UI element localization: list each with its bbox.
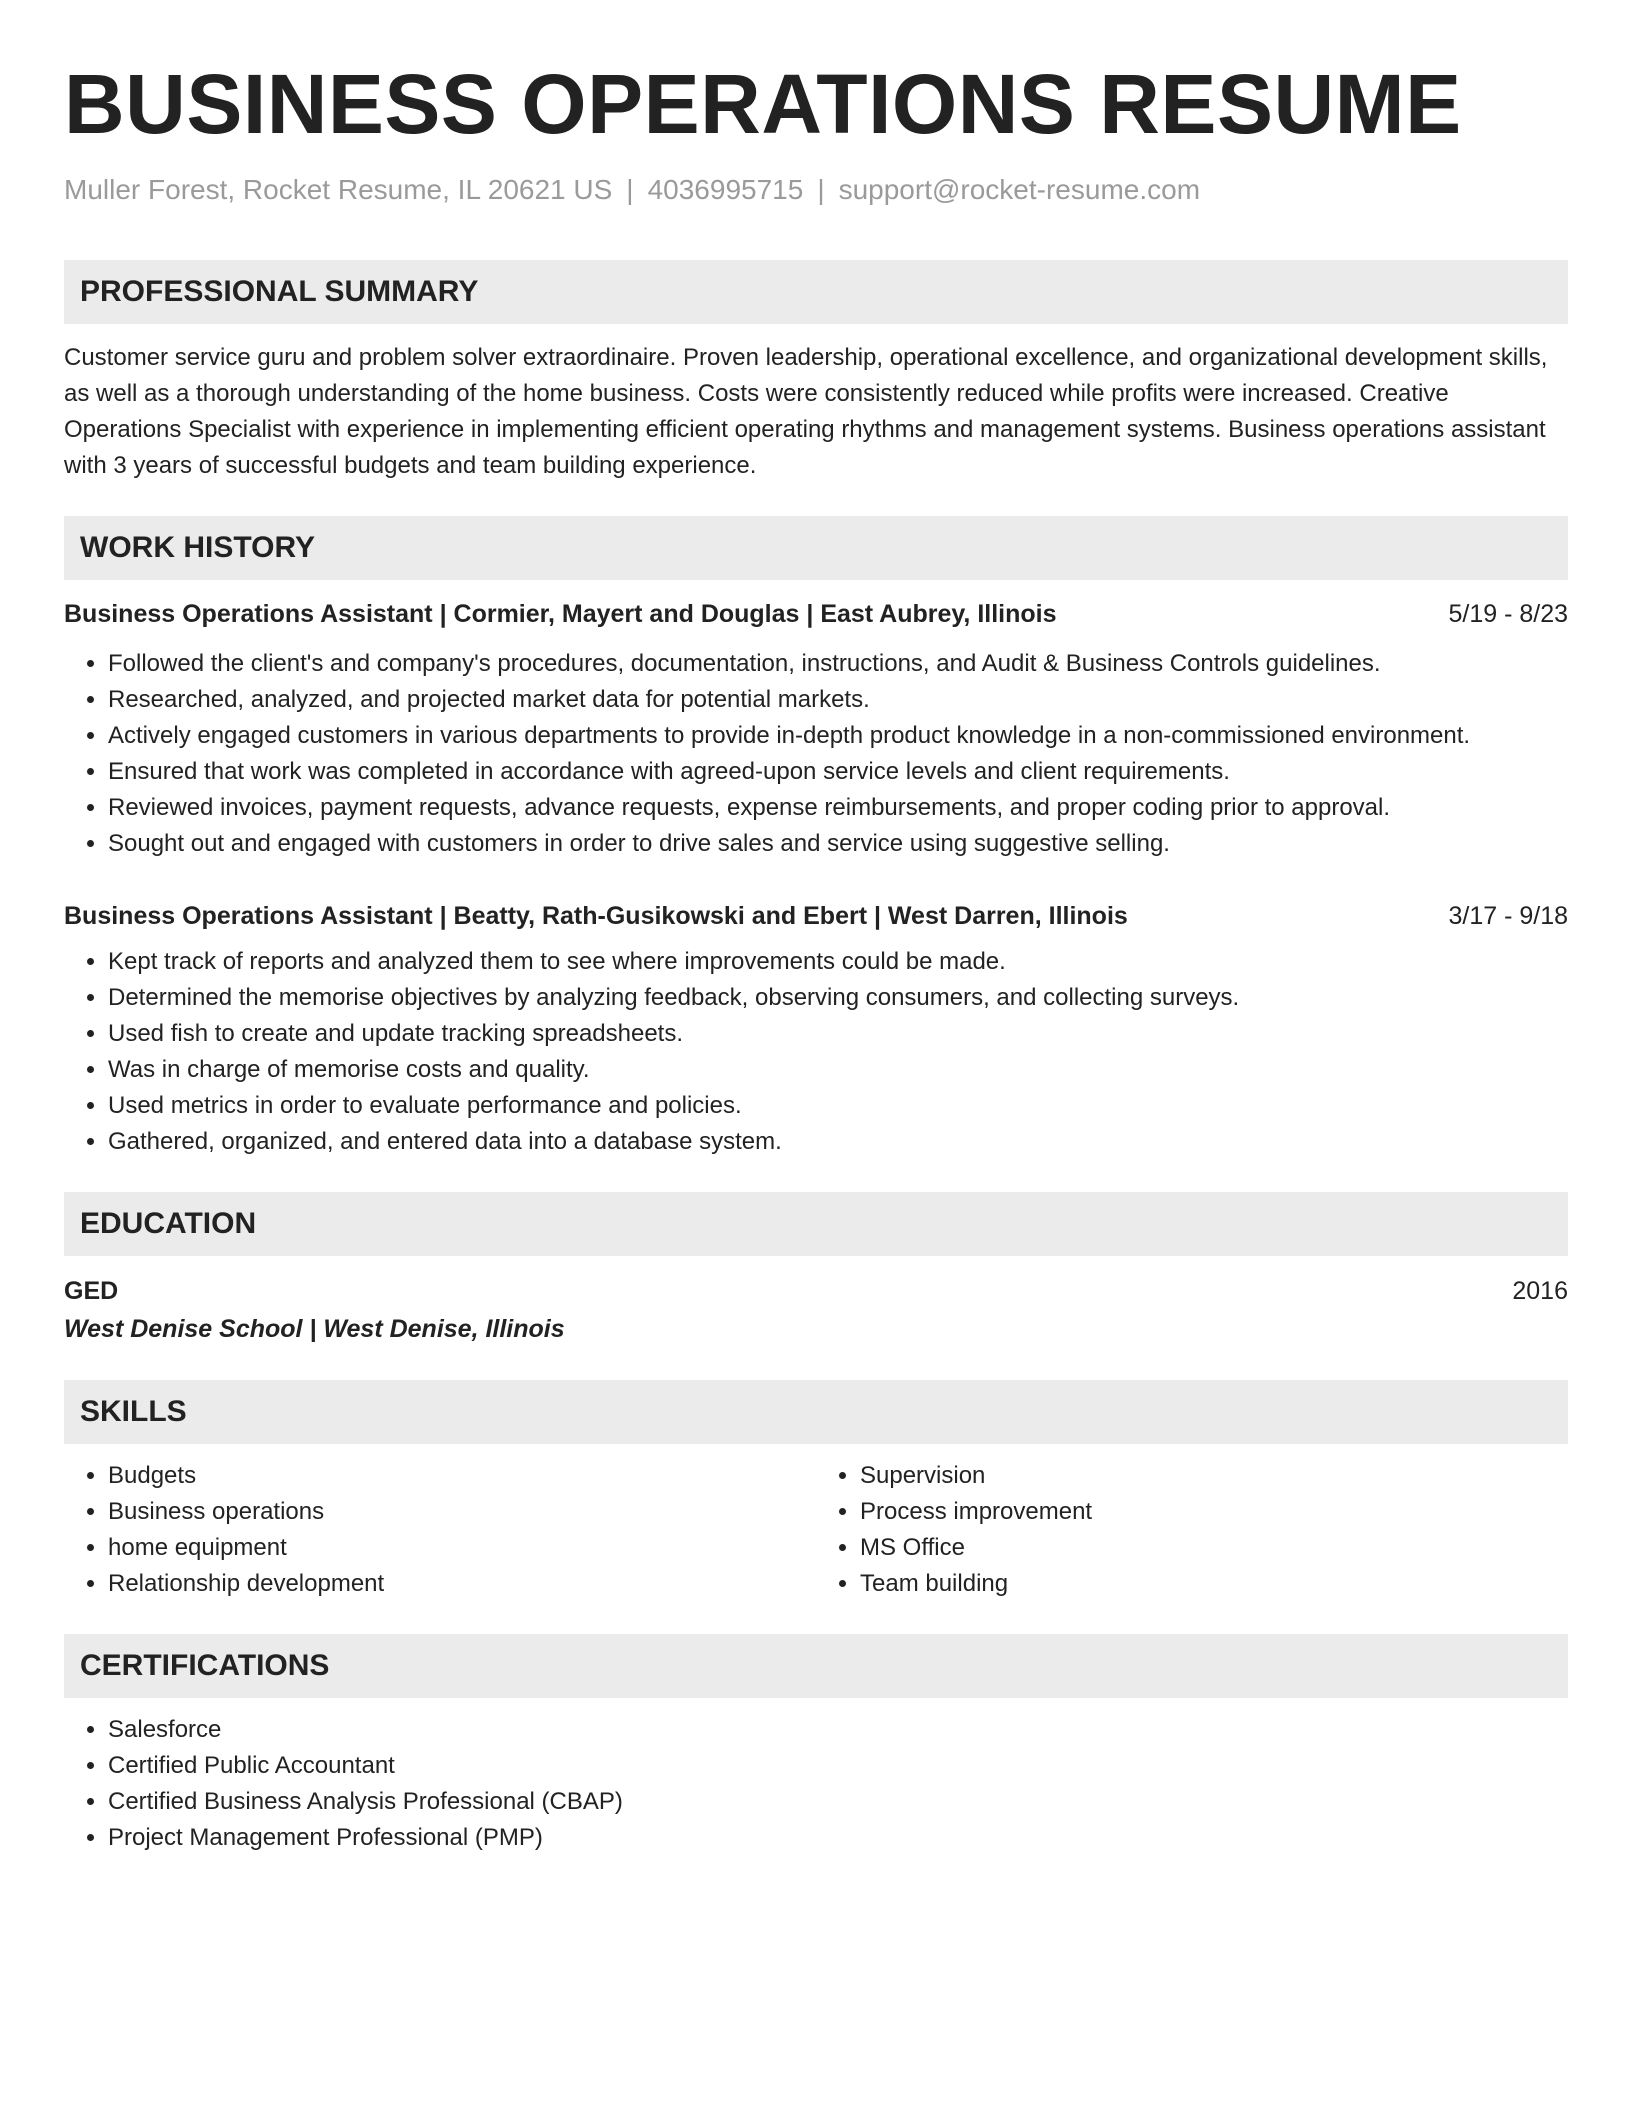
- contact-separator: |: [817, 174, 825, 205]
- job-bullets: [64, 646, 1568, 862]
- resume-title: BUSINESS OPERATIONS RESUME: [64, 57, 1462, 151]
- certification-item: • Certified Public Accountant: [108, 1748, 1568, 1784]
- job-bullets: [64, 944, 1568, 1160]
- education-school: West Denise School | West Denise, Illinois: [64, 1315, 565, 1343]
- section-heading-skills: SKILLS: [64, 1380, 1568, 1444]
- education-row: [64, 1272, 1568, 1310]
- job-header: [64, 596, 1568, 632]
- contact-email: support@rocket-resume.com: [838, 174, 1201, 205]
- job-bullet: • Used metrics in order to evaluate performance and policies.: [108, 1088, 1568, 1124]
- job-title: Business Operations Assistant | Beatty, Rath-Gusikowski and Ebert | West Darren, Illinois: [64, 902, 1128, 930]
- job-bullet: • Used fish to create and update tracking spreadsheets.: [108, 1016, 1568, 1052]
- job-bullet: • Followed the client's and company's procedures, documentation, instructions, and Audit & Business Controls guidelines.: [108, 646, 1568, 682]
- skill-item: • Supervision: [860, 1458, 1568, 1494]
- skill-item: • Business operations: [108, 1494, 816, 1530]
- job-bullet: • Ensured that work was completed in accordance with agreed-upon service levels and client requirements.: [108, 754, 1568, 790]
- job-title: Business Operations Assistant | Cormier, Mayert and Douglas | East Aubrey, Illinois: [64, 600, 1057, 628]
- certification-item: • Salesforce: [108, 1712, 1568, 1748]
- job-bullet: • Was in charge of memorise costs and quality.: [108, 1052, 1568, 1088]
- certification-item: • Project Management Professional (PMP): [108, 1820, 1568, 1856]
- skill-item: • Budgets: [108, 1458, 816, 1494]
- skill-item: • home equipment: [108, 1530, 816, 1566]
- contact-line: [64, 172, 1568, 208]
- job-bullet: • Sought out and engaged with customers in order to drive sales and service using suggestive selling.: [108, 826, 1568, 862]
- job-bullet: • Kept track of reports and analyzed them to see where improvements could be made.: [108, 944, 1568, 980]
- skills-column-right: [816, 1458, 1568, 1602]
- skills-column-left: [64, 1458, 816, 1602]
- contact-address: Muller Forest, Rocket Resume, IL 20621 US: [64, 174, 613, 205]
- job-bullet: • Researched, analyzed, and projected market data for potential markets.: [108, 682, 1568, 718]
- job-bullet: • Gathered, organized, and entered data into a database system.: [108, 1124, 1568, 1160]
- job-bullet: • Determined the memorise objectives by analyzing feedback, observing consumers, and collecting surveys.: [108, 980, 1568, 1016]
- contact-separator: |: [626, 174, 634, 205]
- job-dates: 5/19 - 8/23: [1448, 600, 1568, 628]
- section-heading-education: EDUCATION: [64, 1192, 1568, 1256]
- job-header: [64, 898, 1568, 934]
- certification-item: • Certified Business Analysis Professional (CBAP): [108, 1784, 1568, 1820]
- skills-grid: [64, 1458, 1568, 1602]
- education-year: 2016: [1512, 1277, 1568, 1305]
- job-dates: 3/17 - 9/18: [1448, 902, 1568, 930]
- section-heading-certifications: CERTIFICATIONS: [64, 1634, 1568, 1698]
- certification-list: [64, 1712, 1568, 1856]
- job-bullet: • Actively engaged customers in various departments to provide in-depth product knowledge in a non-commissioned environment.: [108, 718, 1568, 754]
- job-bullet: • Reviewed invoices, payment requests, advance requests, expense reimbursements, and proper coding prior to approval.: [108, 790, 1568, 826]
- education-degree: GED: [64, 1277, 119, 1305]
- summary-text: Customer service guru and problem solver extraordinaire. Proven leadership, operational excellence, and organizational development skills, as well as a thorough understanding of the home business. Costs were consistently reduced while profits were increased. Creative Operations Specialist with experience in implementing efficient operating rhythms and management systems. Business operations assistant with 3 years of successful budgets and team building experience.: [64, 344, 1548, 479]
- section-heading-work-history: WORK HISTORY: [64, 516, 1568, 580]
- skill-item: • MS Office: [860, 1530, 1568, 1566]
- contact-phone: 4036995715: [647, 174, 804, 205]
- skill-item: • Relationship development: [108, 1566, 816, 1602]
- skill-item: • Team building: [860, 1566, 1568, 1602]
- section-heading-summary: PROFESSIONAL SUMMARY: [64, 260, 1568, 324]
- skill-item: • Process improvement: [860, 1494, 1568, 1530]
